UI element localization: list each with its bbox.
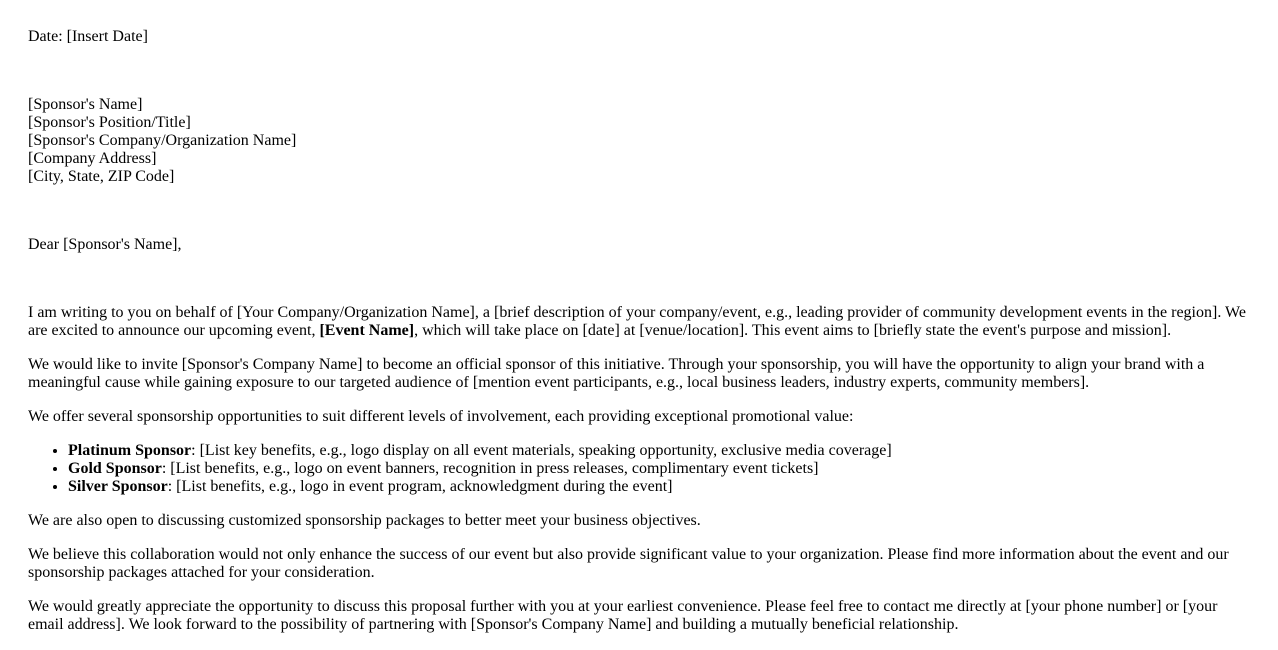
recipient-address-block bbox=[28, 96, 296, 186]
paragraph-invitation: We would like to invite [Sponsor's Company Name] to become an official sponsor of this initiative. Through your sponsorship, you will have the opportunity to align your brand with a meaningful cause while gaining exposure to our targeted audience of [mention event participants, e.g., local business leaders, industry experts, community members]. bbox=[28, 356, 1205, 391]
tier-name: Gold Sponsor bbox=[68, 460, 162, 477]
address-line-city: [City, State, ZIP Code] bbox=[28, 168, 175, 185]
address-line-name: [Sponsor's Name] bbox=[28, 96, 143, 113]
address-line-company: [Sponsor's Company/Organization Name] bbox=[28, 132, 297, 149]
tier-item-platinum bbox=[68, 442, 1250, 460]
sponsorship-tier-list bbox=[28, 442, 1250, 496]
letter-body bbox=[28, 304, 1250, 650]
tier-item-gold bbox=[68, 460, 1250, 478]
salutation: Dear [Sponsor's Name], bbox=[28, 236, 182, 253]
paragraph-intro-start: I am writing to you on behalf of [Your Company/Organization Name], a [brief description of your company/event, e.g., leading provider of community development events in the region]. We are excited to announce our upcoming event, bbox=[28, 304, 1246, 339]
address-line-street: [Company Address] bbox=[28, 150, 157, 167]
tier-name: Silver Sponsor bbox=[68, 478, 168, 495]
paragraph-opportunities: We offer several sponsorship opportunities to suit different levels of involvement, each providing exceptional promotional value: bbox=[28, 408, 854, 425]
paragraph-intro bbox=[28, 304, 1250, 340]
tier-benefits: : [List benefits, e.g., logo in event program, acknowledgment during the event] bbox=[167, 478, 673, 495]
paragraph-custom-packages: We are also open to discussing customized sponsorship packages to better meet your business objectives. bbox=[28, 512, 701, 529]
paragraph-collaboration: We believe this collaboration would not only enhance the success of our event but also provide significant value to your organization. Please find more information about the event and our sponsorship packages attached for your consideration. bbox=[28, 546, 1229, 581]
tier-benefits: : [List key benefits, e.g., logo display on all event materials, speaking opportunity, exclusive media coverage] bbox=[191, 442, 892, 459]
event-name: [Event Name] bbox=[319, 322, 415, 339]
date-line: Date: [Insert Date] bbox=[28, 28, 148, 45]
address-line-title: [Sponsor's Position/Title] bbox=[28, 114, 191, 131]
tier-name: Platinum Sponsor bbox=[68, 442, 192, 459]
paragraph-intro-end: , which will take place on [date] at [venue/location]. This event aims to [briefly state the event's purpose and mission]. bbox=[414, 322, 1172, 339]
tier-item-silver bbox=[68, 478, 1250, 496]
paragraph-contact: We would greatly appreciate the opportunity to discuss this proposal further with you at your earliest convenience. Please feel free to contact me directly at [your phone number] or [your email address]. We look forward to the possibility of partnering with [Sponsor's Company Name] and building a mutually beneficial relationship. bbox=[28, 598, 1218, 633]
tier-benefits: : [List benefits, e.g., logo on event banners, recognition in press releases, complimentary event tickets] bbox=[161, 460, 819, 477]
